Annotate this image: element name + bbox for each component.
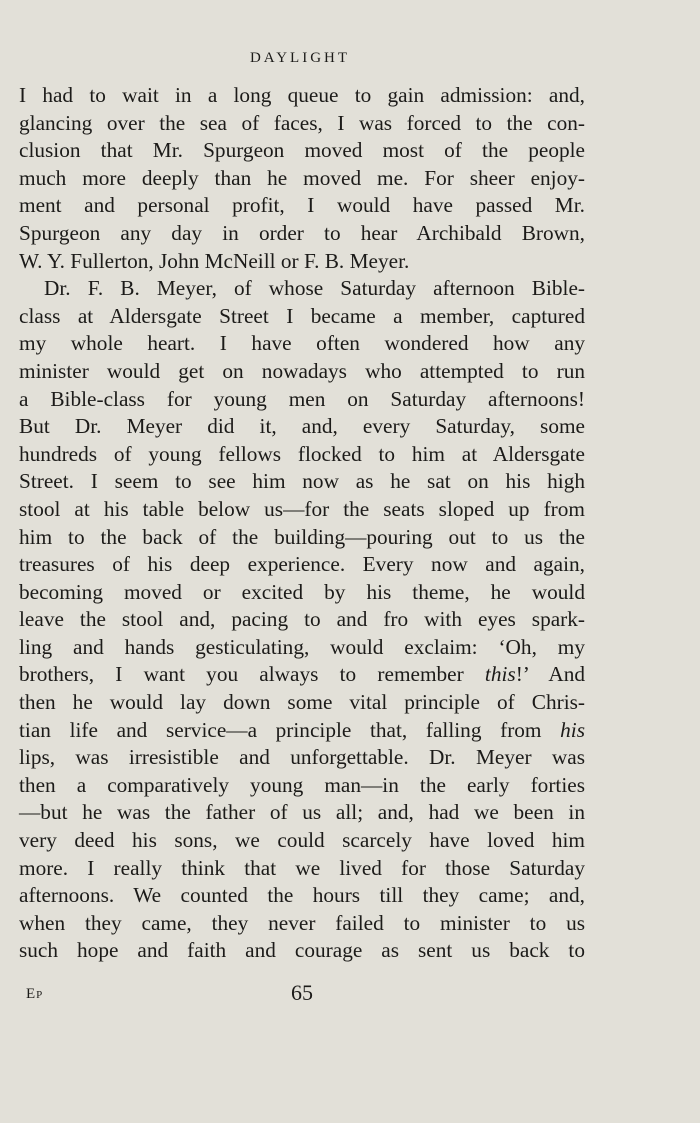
text-line	[19, 799, 585, 827]
text-line-content: !’ And	[515, 662, 585, 687]
text-line-content: such hope and faith and courage as sent us back to	[19, 938, 585, 963]
text-line	[19, 441, 585, 469]
text-line	[19, 220, 585, 248]
text-line-content: clusion that Mr. Spurgeon moved most of the people	[19, 138, 585, 163]
text-line-content: much more deeply than he moved me. For sheer enjoy-	[19, 165, 585, 190]
text-line	[19, 303, 585, 331]
emphasis: this	[484, 662, 516, 687]
text-line	[19, 937, 585, 965]
running-head: DAYLIGHT	[249, 50, 351, 66]
text-line-content: my whole heart. I have often wondered how any	[19, 331, 585, 356]
text-line-content: very deed his sons, we could scarcely have loved him	[19, 828, 585, 853]
text-line	[19, 330, 585, 358]
text-line-content: becoming moved or excited by his theme, he would	[19, 579, 585, 604]
text-line-content: then a comparatively young man—in the early forties	[19, 772, 585, 797]
text-line	[19, 744, 585, 772]
text-line-content: Spurgeon any day in order to hear Archibald Brown,	[19, 220, 585, 245]
text-line	[19, 606, 585, 634]
text-line	[19, 910, 585, 938]
text-line	[19, 386, 585, 414]
page-number: 65	[291, 980, 313, 1005]
text-line-content: Street. I seem to see him now as he sat on his high	[19, 469, 585, 494]
text-line	[19, 689, 585, 717]
text-line-content: glancing over the sea of faces, I was forced to the con-	[19, 110, 585, 135]
text-line-content: I had to wait in a long queue to gain admission: and,	[19, 83, 585, 107]
text-line-content: But Dr. Meyer did it, and, every Saturday, some	[19, 414, 585, 439]
text-line	[19, 192, 585, 220]
text-line	[19, 275, 585, 303]
text-line-content: more. I really think that we lived for those Saturday	[19, 855, 585, 880]
text-line-content: ling and hands gesticulating, would exclaim: ‘Oh, my	[19, 634, 585, 659]
text-line-content: tian life and service—a principle that, falling from	[19, 717, 561, 742]
text-line-content: brothers, I want you always to remember	[19, 662, 485, 687]
text-line	[19, 137, 585, 165]
text-line	[19, 634, 585, 662]
text-line-content: him to the back of the building—pouring out to us the	[19, 524, 585, 549]
text-line-content: Dr. F. B. Meyer, of whose Saturday afternoon Bible-	[44, 276, 585, 301]
text-line-content: minister would get on nowadays who attempted to run	[19, 358, 585, 383]
text-line-content: W. Y. Fullerton, John McNeill or F. B. Meyer.	[19, 248, 410, 273]
text-line	[19, 358, 585, 386]
text-line	[19, 524, 585, 552]
text-line	[19, 579, 585, 607]
text-line-content: then he would lay down some vital principle of Chris-	[19, 690, 585, 715]
text-line	[19, 110, 585, 138]
text-line	[19, 248, 585, 276]
text-line	[19, 772, 585, 800]
text-line-content: class at Aldersgate Street I became a member, captured	[19, 303, 585, 328]
text-line	[19, 661, 585, 689]
text-line	[19, 882, 585, 910]
text-line	[19, 855, 585, 883]
text-line-content: leave the stool and, pacing to and fro with eyes spark-	[19, 607, 585, 632]
text-line-content: afternoons. We counted the hours till they came; and,	[19, 883, 585, 908]
signature-mark: Ep	[26, 986, 44, 1002]
text-line-content: —but he was the father of us all; and, had we been in	[19, 800, 585, 825]
text-line-content: ment and personal profit, I would have passed Mr.	[19, 193, 585, 218]
text-line	[19, 82, 585, 110]
text-line-content: when they came, they never failed to minister to us	[19, 910, 585, 935]
text-line	[19, 413, 585, 441]
body-text	[19, 82, 585, 965]
text-line	[19, 165, 585, 193]
emphasis: his	[560, 717, 585, 742]
text-line	[19, 496, 585, 524]
text-line-content: lips, was irresistible and unforgettable. Dr. Meyer was	[19, 745, 585, 770]
text-line-content: stool at his table below us—for the seats sloped up from	[19, 496, 585, 521]
text-line-content: a Bible-class for young men on Saturday afternoons!	[19, 386, 585, 411]
text-line-content: hundreds of young fellows flocked to him at Aldersgate	[19, 441, 585, 466]
text-line	[19, 468, 585, 496]
text-line	[19, 551, 585, 579]
text-line	[19, 717, 585, 745]
text-line	[19, 827, 585, 855]
text-line-content: treasures of his deep experience. Every now and again,	[19, 552, 585, 577]
